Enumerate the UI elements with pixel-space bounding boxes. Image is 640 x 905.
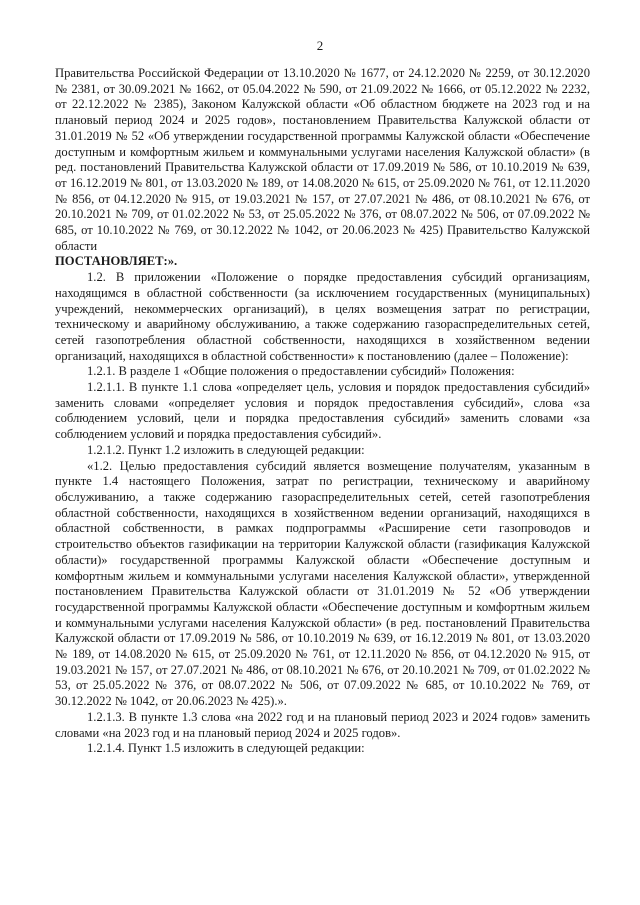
- paragraph-quoted-1-2: «1.2. Целью предоставления субсидий является возмещение получателям, указанным в пункте 1.4 настоящего Положения, затрат по регистрации, техническому и аварийному обслуживанию, а также содержанию газораспределительных сетей, сетей газопотребления областной собственности, находящихся в хозяйственном ведении организаций, находящихся в областной собственности, в рамках подпрограммы «Расширение сети газопроводов и строительство объектов газификации на территории Калужской области (газификация Калужской области)» государственной программы Калужской области «Обеспечение доступным и комфортным жильем и коммунальными услугами населения Калужской области», утвержденной постановлением Правительства Калужской области от 31.01.2019 № 52 «Об утверждении государственной программы Калужской области «Обеспечение доступным и комфортным жильем и коммунальными услугами населения Калужской области» (в ред. постановлений Правительства Калужской области от 17.09.2019 № 586, от 10.10.2019 № 639, от 16.12.2019 № 801, от 13.03.2020 № 189, от 14.08.2020 № 615, от 25.09.2020 № 761, от 12.11.2020 № 856, от 04.12.2020 № 915, от 19.03.2021 № 157, от 27.07.2021 № 486, от 08.10.2021 № 676, от 20.10.2021 № 709, от 01.02.2022 № 53, от 25.05.2022 № 376, от 08.07.2022 № 506, от 07.09.2022 № 685, от 10.10.2022 № 769, от 30.12.2022 № 1042, от 20.06.2023 № 425).».: [55, 458, 590, 709]
- page-number: 2: [316, 38, 324, 53]
- paragraph-1-2: 1.2. В приложении «Положение о порядке предоставления субсидий организациям, находящимся в областной собственности (за исключением государственных (муниципальных) учреждений, некоммерческих организаций), в целях возмещения затрат по регистрации, техническому и аварийному обслуживанию, а также содержанию газораспределительных сетей, сетей газопотребления областной собственности, находящихся в хозяйственном ведении организаций, находящихся в областной собственности» к постановлению (далее – Положение):: [55, 270, 590, 363]
- paragraph-1-2-1-3: 1.2.1.3. В пункте 1.3 слова «на 2022 год и на плановый период 2023 и 2024 годов» заменить словами «на 2023 год и на плановый период 2024 и 2025 годов».: [55, 709, 590, 740]
- document-body: [55, 66, 590, 757]
- paragraph-1-2-1-1: 1.2.1.1. В пункте 1.1 слова «определяет цель, условия и порядок предоставления субсидий» заменить словами «определяет условия и порядок предоставления субсидий», слова «за соблюдением условий, цели и порядка предоставления субсидий» заменить словами «за соблюдением условий и порядка предоставления субсидий».: [55, 380, 590, 442]
- paragraph-preamble: Правительства Российской Федерации от 13.10.2020 № 1677, от 24.12.2020 № 2259, от 30.12.2020 № 2381, от 30.09.2021 № 1662, от 05.04.2022 № 590, от 21.09.2022 № 1666, от 05.12.2022 № 2232, от 22.12.2022 № 2385), Законом Калужской области «Об областном бюджете на 2023 год и на плановый период 2024 и 2025 годов», постановлением Правительства Калужской области от 31.01.2019 № 52 «Об утверждении государственной программы Калужской области «Обеспечение доступным и комфортным жильем и коммунальными услугами населения Калужской области» (в ред. постановлений Правительства Калужской области от 17.09.2019 № 586, от 10.10.2019 № 639, от 16.12.2019 № 801, от 13.03.2020 № 189, от 14.08.2020 № 615, от 25.09.2020 № 761, от 12.11.2020 № 856, от 04.12.2020 № 915, от 19.03.2021 № 157, от 27.07.2021 № 486, от 08.10.2021 № 676, от 20.10.2021 № 709, от 01.02.2022 № 53, от 25.05.2022 № 376, от 08.07.2022 № 506, от 07.09.2022 № 685, от 10.10.2022 № 769, от 30.12.2022 № 1042, от 20.06.2023 № 425) Правительство Калужской области: [55, 66, 590, 253]
- paragraph-1-2-1-2: 1.2.1.2. Пункт 1.2 изложить в следующей редакции:: [87, 442, 365, 457]
- paragraph-1-2-1: 1.2.1. В разделе 1 «Общие положения о предоставлении субсидий» Положения:: [87, 364, 515, 379]
- paragraph-1-2-1-4: 1.2.1.4. Пункт 1.5 изложить в следующей редакции:: [87, 741, 365, 756]
- paragraph-resolves: ПОСТАНОВЛЯЕТ:».: [55, 254, 178, 269]
